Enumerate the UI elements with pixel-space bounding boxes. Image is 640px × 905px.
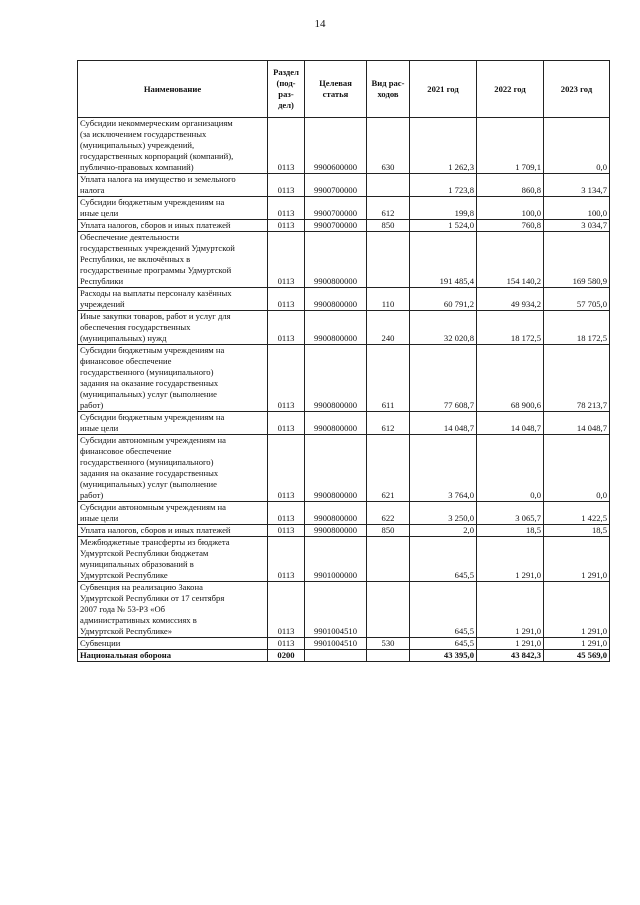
cell-name: Расходы на выплаты персоналу казённых учреждений	[78, 288, 268, 311]
cell-target: 9901000000	[305, 537, 367, 582]
table-row	[78, 525, 610, 537]
header-2023: 2023 год	[544, 61, 610, 118]
table-row	[78, 118, 610, 174]
table-row	[78, 232, 610, 288]
cell-kind: 621	[367, 435, 410, 502]
cell-section: 0113	[268, 638, 305, 650]
cell-2022: 18,5	[477, 525, 544, 537]
cell-section: 0113	[268, 232, 305, 288]
cell-target: 9900800000	[305, 435, 367, 502]
cell-2022: 0,0	[477, 435, 544, 502]
cell-2021: 43 395,0	[410, 650, 477, 662]
cell-2023: 57 705,0	[544, 288, 610, 311]
cell-2021: 199,8	[410, 197, 477, 220]
header-target: Целевая статья	[305, 61, 367, 118]
cell-2022: 100,0	[477, 197, 544, 220]
table-header-row	[78, 61, 610, 118]
cell-2021: 60 791,2	[410, 288, 477, 311]
cell-kind: 612	[367, 197, 410, 220]
header-2022: 2022 год	[477, 61, 544, 118]
cell-2022: 1 709,1	[477, 118, 544, 174]
cell-name: Уплата налога на имущество и земельного налога	[78, 174, 268, 197]
cell-name: Субвенции	[78, 638, 268, 650]
cell-2022: 860,8	[477, 174, 544, 197]
cell-2021: 2,0	[410, 525, 477, 537]
budget-table	[77, 60, 610, 662]
table-row	[78, 582, 610, 638]
cell-2023: 100,0	[544, 197, 610, 220]
cell-2023: 1 291,0	[544, 638, 610, 650]
cell-2022: 14 048,7	[477, 412, 544, 435]
header-name: Наименование	[78, 61, 268, 118]
cell-target: 9900800000	[305, 502, 367, 525]
cell-2021: 1 524,0	[410, 220, 477, 232]
cell-2023: 3 134,7	[544, 174, 610, 197]
cell-2023: 1 291,0	[544, 582, 610, 638]
cell-name: Национальная оборона	[78, 650, 268, 662]
cell-2022: 1 291,0	[477, 537, 544, 582]
cell-name: Уплата налогов, сборов и иных платежей	[78, 525, 268, 537]
cell-name: Субсидии автономным учреждениям на иные цели	[78, 502, 268, 525]
cell-2023: 0,0	[544, 118, 610, 174]
table-row	[78, 174, 610, 197]
cell-target: 9900700000	[305, 220, 367, 232]
cell-2022: 1 291,0	[477, 582, 544, 638]
cell-section: 0113	[268, 118, 305, 174]
cell-target: 9900700000	[305, 197, 367, 220]
cell-name: Субсидии бюджетным учреждениям на иные цели	[78, 412, 268, 435]
header-section: Раздел (под- раз- дел)	[268, 61, 305, 118]
cell-2021: 3 250,0	[410, 502, 477, 525]
cell-2023: 78 213,7	[544, 345, 610, 412]
cell-2023: 169 580,9	[544, 232, 610, 288]
cell-2021: 1 262,3	[410, 118, 477, 174]
cell-kind: 612	[367, 412, 410, 435]
cell-section: 0113	[268, 502, 305, 525]
cell-2023: 18 172,5	[544, 311, 610, 345]
cell-name: Уплата налогов, сборов и иных платежей	[78, 220, 268, 232]
table-row	[78, 345, 610, 412]
cell-target: 9901004510	[305, 582, 367, 638]
cell-section: 0113	[268, 288, 305, 311]
cell-2021: 645,5	[410, 582, 477, 638]
cell-kind	[367, 537, 410, 582]
cell-name: Межбюджетные трансферты из бюджета Удмуртской Республики бюджетам муниципальных образований в Удмуртской Республике	[78, 537, 268, 582]
table-row	[78, 311, 610, 345]
cell-kind: 110	[367, 288, 410, 311]
cell-name: Обеспечение деятельности государственных учреждений Удмуртской Республики, не включённых в государственные программы Удмуртской Республики	[78, 232, 268, 288]
cell-kind: 622	[367, 502, 410, 525]
cell-kind: 611	[367, 345, 410, 412]
cell-2021: 32 020,8	[410, 311, 477, 345]
cell-target: 9900700000	[305, 174, 367, 197]
cell-2021: 1 723,8	[410, 174, 477, 197]
cell-target: 9900800000	[305, 232, 367, 288]
cell-2021: 191 485,4	[410, 232, 477, 288]
cell-2023: 14 048,7	[544, 412, 610, 435]
cell-2021: 3 764,0	[410, 435, 477, 502]
cell-section: 0113	[268, 582, 305, 638]
cell-section: 0113	[268, 220, 305, 232]
cell-kind	[367, 232, 410, 288]
cell-kind	[367, 650, 410, 662]
table-row	[78, 650, 610, 662]
cell-2023: 1 422,5	[544, 502, 610, 525]
table-body	[78, 118, 610, 662]
page-number: 14	[314, 18, 326, 30]
cell-kind: 850	[367, 525, 410, 537]
cell-name: Субвенция на реализацию Закона Удмуртской Республики от 17 сентября 2007 года № 53-РЗ «Об административных комиссиях в Удмуртской Республике»	[78, 582, 268, 638]
cell-section: 0113	[268, 174, 305, 197]
cell-2022: 68 900,6	[477, 345, 544, 412]
cell-name: Субсидии некоммерческим организациям (за исключением государственных (муниципальных) учреждений, государственных корпораций (компаний), публично-правовых компаний)	[78, 118, 268, 174]
cell-section: 0113	[268, 345, 305, 412]
table-row	[78, 502, 610, 525]
cell-kind	[367, 174, 410, 197]
cell-target	[305, 650, 367, 662]
cell-kind: 240	[367, 311, 410, 345]
cell-2023: 45 569,0	[544, 650, 610, 662]
cell-2022: 760,8	[477, 220, 544, 232]
table-row	[78, 220, 610, 232]
cell-target: 9900800000	[305, 345, 367, 412]
table-row	[78, 288, 610, 311]
cell-2021: 77 608,7	[410, 345, 477, 412]
cell-2022: 49 934,2	[477, 288, 544, 311]
header-kind: Вид рас- ходов	[367, 61, 410, 118]
cell-name: Субсидии бюджетным учреждениям на иные цели	[78, 197, 268, 220]
cell-target: 9900800000	[305, 288, 367, 311]
cell-2021: 14 048,7	[410, 412, 477, 435]
cell-2022: 43 842,3	[477, 650, 544, 662]
cell-target: 9900600000	[305, 118, 367, 174]
table-row	[78, 412, 610, 435]
cell-2022: 3 065,7	[477, 502, 544, 525]
cell-2022: 1 291,0	[477, 638, 544, 650]
cell-section: 0113	[268, 311, 305, 345]
cell-2023: 3 034,7	[544, 220, 610, 232]
table-row	[78, 197, 610, 220]
cell-2023: 0,0	[544, 435, 610, 502]
cell-name: Субсидии автономным учреждениям на финансовое обеспечение государственного (муниципального) задания на оказание государственных (муниципальных) услуг (выполнение работ)	[78, 435, 268, 502]
cell-kind: 530	[367, 638, 410, 650]
cell-kind: 630	[367, 118, 410, 174]
cell-2023: 1 291,0	[544, 537, 610, 582]
header-2021: 2021 год	[410, 61, 477, 118]
cell-2022: 154 140,2	[477, 232, 544, 288]
cell-target: 9900800000	[305, 525, 367, 537]
cell-section: 0113	[268, 435, 305, 502]
cell-name: Субсидии бюджетным учреждениям на финансовое обеспечение государственного (муниципального) задания на оказание государственных (муниципальных) услуг (выполнение работ)	[78, 345, 268, 412]
cell-2023: 18,5	[544, 525, 610, 537]
cell-2021: 645,5	[410, 638, 477, 650]
cell-section: 0113	[268, 197, 305, 220]
cell-kind: 850	[367, 220, 410, 232]
cell-section: 0113	[268, 525, 305, 537]
cell-name: Иные закупки товаров, работ и услуг для обеспечения государственных (муниципальных) нужд	[78, 311, 268, 345]
cell-kind	[367, 582, 410, 638]
cell-2021: 645,5	[410, 537, 477, 582]
table-row	[78, 435, 610, 502]
cell-target: 9900800000	[305, 311, 367, 345]
table-row	[78, 537, 610, 582]
cell-section: 0200	[268, 650, 305, 662]
cell-section: 0113	[268, 412, 305, 435]
cell-2022: 18 172,5	[477, 311, 544, 345]
cell-section: 0113	[268, 537, 305, 582]
cell-target: 9900800000	[305, 412, 367, 435]
cell-target: 9901004510	[305, 638, 367, 650]
table-row	[78, 638, 610, 650]
